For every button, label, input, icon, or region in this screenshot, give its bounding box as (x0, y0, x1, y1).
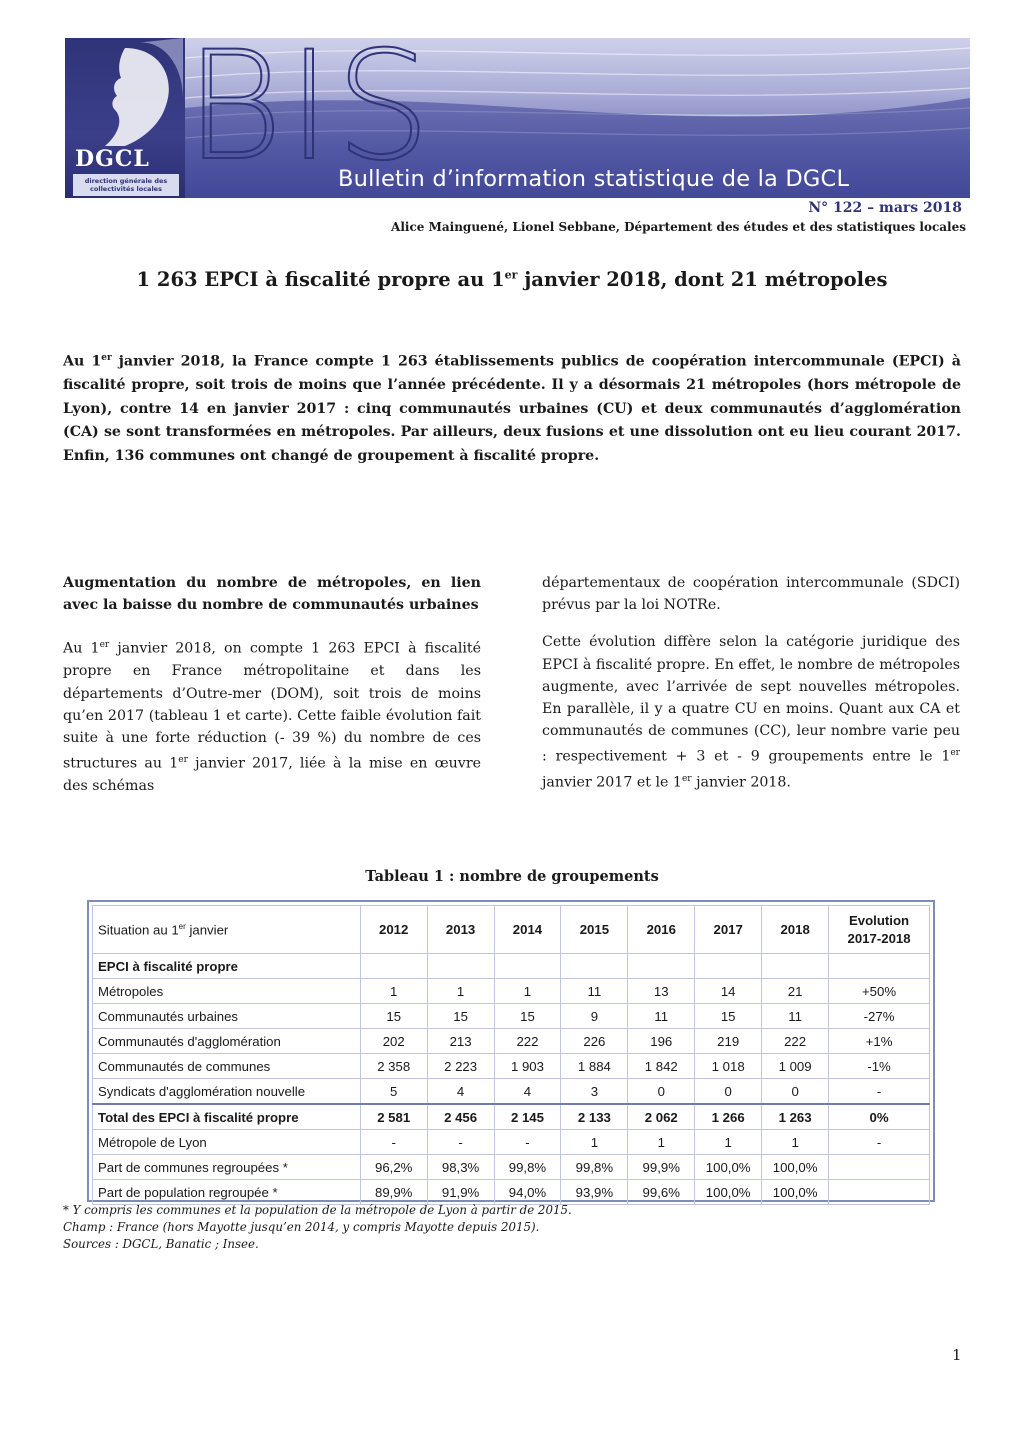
marianne-profile-icon (65, 38, 185, 148)
dgcl-logo-text: DGCL (75, 146, 150, 172)
table-cell: 93,9% (561, 1180, 628, 1205)
table-cell: 2 145 (494, 1104, 561, 1130)
table-row (93, 1029, 930, 1054)
lead-paragraph: Au 1er janvier 2018, la France compte 1 263 établissements publics de coopération intercommunale (EPCI) à fiscalité propre, soit trois de moins que l’année précédente. Il y a désormais 21 métropoles (hors métropole de Lyon), contre 14 en janvier 2017 : cinq communautés urbaines (CU) et deux communautés d’agglomération (CA) se sont transformées en métropoles. Par ailleurs, deux fusions et une dissolution ont eu lieu courant 2017. Enfin, 136 communes ont changé de groupement à fiscalité propre. (63, 353, 961, 464)
banner-title: Bulletin d’information statistique de la DGCL (338, 166, 850, 192)
row-label: Part de population regroupée * (93, 1180, 361, 1205)
row-label: Part de communes regroupées * (93, 1155, 361, 1180)
evolution-cell: +50% (829, 979, 930, 1004)
table-cell: 3 (561, 1079, 628, 1105)
table-cell: 1 (427, 979, 494, 1004)
row-label: Communautés d'agglomération (93, 1029, 361, 1054)
row-label: Syndicats d'agglomération nouvelle (93, 1079, 361, 1105)
table-row (93, 1130, 930, 1155)
header-year: 2014 (494, 906, 561, 954)
table-cell: 1 (561, 1130, 628, 1155)
table-title: Tableau 1 : nombre de groupements (365, 868, 659, 885)
left-paragraph: Au 1er janvier 2018, on compte 1 263 EPCI à fiscalité propre en France métropolitaine et dans les départements d’Outre-mer (DOM), soit trois de moins qu’en 2017 (tableau 1 et carte). Cette faible évolution fait suite à une forte réduction (- 39 %) du nombre de ces structures au 1er janvier 2017, liée à la mise en œuvre des schémas (63, 640, 482, 795)
table-cell: 222 (762, 1029, 829, 1054)
table-cell: 213 (427, 1029, 494, 1054)
table-cell: 15 (427, 1004, 494, 1029)
table-cell: 226 (561, 1029, 628, 1054)
table-section-row (93, 954, 930, 979)
table-cell: 13 (628, 979, 695, 1004)
table-cell: 1 (360, 979, 427, 1004)
section-label: EPCI à fiscalité propre (93, 954, 361, 979)
table-row (93, 979, 930, 1004)
table-cell: 1 (628, 1130, 695, 1155)
table-cell: 100,0% (695, 1155, 762, 1180)
header-year: 2015 (561, 906, 628, 954)
table-header-row (93, 906, 930, 954)
table-row (93, 1054, 930, 1079)
table-cell: 0 (628, 1079, 695, 1105)
table-cell: 222 (494, 1029, 561, 1054)
evolution-cell: -27% (829, 1004, 930, 1029)
row-label: Total des EPCI à fiscalité propre (93, 1104, 361, 1130)
evolution-cell: - (829, 1079, 930, 1105)
table-cell: 1 (695, 1130, 762, 1155)
table-cell: 2 456 (427, 1104, 494, 1130)
row-label: Métropoles (93, 979, 361, 1004)
table-cell: 94,0% (494, 1180, 561, 1205)
table-cell: 4 (427, 1079, 494, 1105)
row-label: Communautés urbaines (93, 1004, 361, 1029)
evolution-cell: +1% (829, 1029, 930, 1054)
table-row (93, 1180, 930, 1205)
issue-number: N° 122 – mars 2018 (808, 200, 962, 216)
table-cell: 91,9% (427, 1180, 494, 1205)
table-cell: 1 (494, 979, 561, 1004)
right-paragraph-continued: départementaux de coopération intercommunale (SDCI) prévus par la loi NOTRe. (542, 575, 960, 614)
table-cell: 99,8% (494, 1155, 561, 1180)
table-cell: 100,0% (695, 1180, 762, 1205)
table-cell: 9 (561, 1004, 628, 1029)
table-cell: 1 018 (695, 1054, 762, 1079)
dgcl-logo-subtitle: direction générale des collectivités locales (73, 174, 179, 196)
evolution-cell (829, 1180, 930, 1205)
header-year: 2013 (427, 906, 494, 954)
table-row (93, 1004, 930, 1029)
note-line: * Y compris les communes et la population de la métropole de Lyon à partir de 2015. (63, 1203, 572, 1217)
table-notes (63, 1202, 572, 1253)
section-heading: Augmentation du nombre de métropoles, en lien avec la baisse du nombre de communautés urbaines (63, 575, 481, 614)
row-label: Métropole de Lyon (93, 1130, 361, 1155)
table-cell: 98,3% (427, 1155, 494, 1180)
note-line: Sources : DGCL, Banatic ; Insee. (63, 1237, 259, 1251)
table-cell: - (427, 1130, 494, 1155)
table-cell: 4 (494, 1079, 561, 1105)
header-year: 2016 (628, 906, 695, 954)
table-cell: 2 062 (628, 1104, 695, 1130)
evolution-cell: -1% (829, 1054, 930, 1079)
table-cell: 196 (628, 1029, 695, 1054)
header-year: 2018 (762, 906, 829, 954)
table-cell: 11 (628, 1004, 695, 1029)
page-number: 1 (952, 1346, 962, 1364)
table-cell: - (360, 1130, 427, 1155)
table-cell: 99,9% (628, 1155, 695, 1180)
table-cell: 2 358 (360, 1054, 427, 1079)
note-line: Champ : France (hors Mayotte jusqu’en 2014, y compris Mayotte depuis 2015). (63, 1220, 540, 1234)
row-label: Communautés de communes (93, 1054, 361, 1079)
dgcl-logo (65, 38, 185, 198)
header-situation: Situation au 1er janvier (93, 906, 361, 954)
table-row (93, 1079, 930, 1105)
table-cell: 0 (695, 1079, 762, 1105)
table-cell: 99,8% (561, 1155, 628, 1180)
table-cell: 15 (695, 1004, 762, 1029)
table-row (93, 1104, 930, 1130)
table-cell: 14 (695, 979, 762, 1004)
table-row (93, 1155, 930, 1180)
table-cell: 1 (762, 1130, 829, 1155)
left-column (63, 572, 481, 812)
table-cell: 1 842 (628, 1054, 695, 1079)
table-cell: 99,6% (628, 1180, 695, 1205)
table-cell: 96,2% (360, 1155, 427, 1180)
table-grid (92, 905, 930, 1205)
evolution-cell (829, 1155, 930, 1180)
evolution-cell: 0% (829, 1104, 930, 1130)
table-cell: 11 (762, 1004, 829, 1029)
table-cell: 1 903 (494, 1054, 561, 1079)
table-cell: 15 (494, 1004, 561, 1029)
table-cell: 1 009 (762, 1054, 829, 1079)
table-cell: 1 266 (695, 1104, 762, 1130)
table-cell: 2 133 (561, 1104, 628, 1130)
header-evolution: Evolution 2017-2018 (829, 906, 930, 954)
right-column (542, 572, 960, 809)
table-cell: 0 (762, 1079, 829, 1105)
table-cell: 2 223 (427, 1054, 494, 1079)
table-cell: 202 (360, 1029, 427, 1054)
table-cell: 15 (360, 1004, 427, 1029)
table-cell: - (494, 1130, 561, 1155)
page-title: 1 263 EPCI à fiscalité propre au 1er janvier 2018, dont 21 métropoles (136, 268, 888, 291)
evolution-cell: - (829, 1130, 930, 1155)
table-cell: 21 (762, 979, 829, 1004)
table-cell: 100,0% (762, 1155, 829, 1180)
groupements-table (87, 900, 935, 1202)
header-year: 2017 (695, 906, 762, 954)
table-cell: 2 581 (360, 1104, 427, 1130)
right-paragraph: Cette évolution diffère selon la catégorie juridique des EPCI à fiscalité propre. En effet, le nombre de métropoles augmente, avec l’arrivée de sept nouvelles métropoles. En parallèle, il y a quatre CU en moins. Quant aux CA et communautés de communes (CC), leur nombre varie peu : respectivement + 3 et - 9 groupements entre le 1er janvier 2017 et le 1er janvier 2018. (542, 634, 960, 792)
bis-wordmark: BIS (185, 38, 435, 194)
table-cell: 1 884 (561, 1054, 628, 1079)
authors-line: Alice Mainguené, Lionel Sebbane, Département des études et des statistiques locales (391, 220, 966, 234)
table-cell: 5 (360, 1079, 427, 1105)
header-year: 2012 (360, 906, 427, 954)
table-cell: 1 263 (762, 1104, 829, 1130)
table-cell: 100,0% (762, 1180, 829, 1205)
table-cell: 219 (695, 1029, 762, 1054)
table-cell: 11 (561, 979, 628, 1004)
table-cell: 89,9% (360, 1180, 427, 1205)
